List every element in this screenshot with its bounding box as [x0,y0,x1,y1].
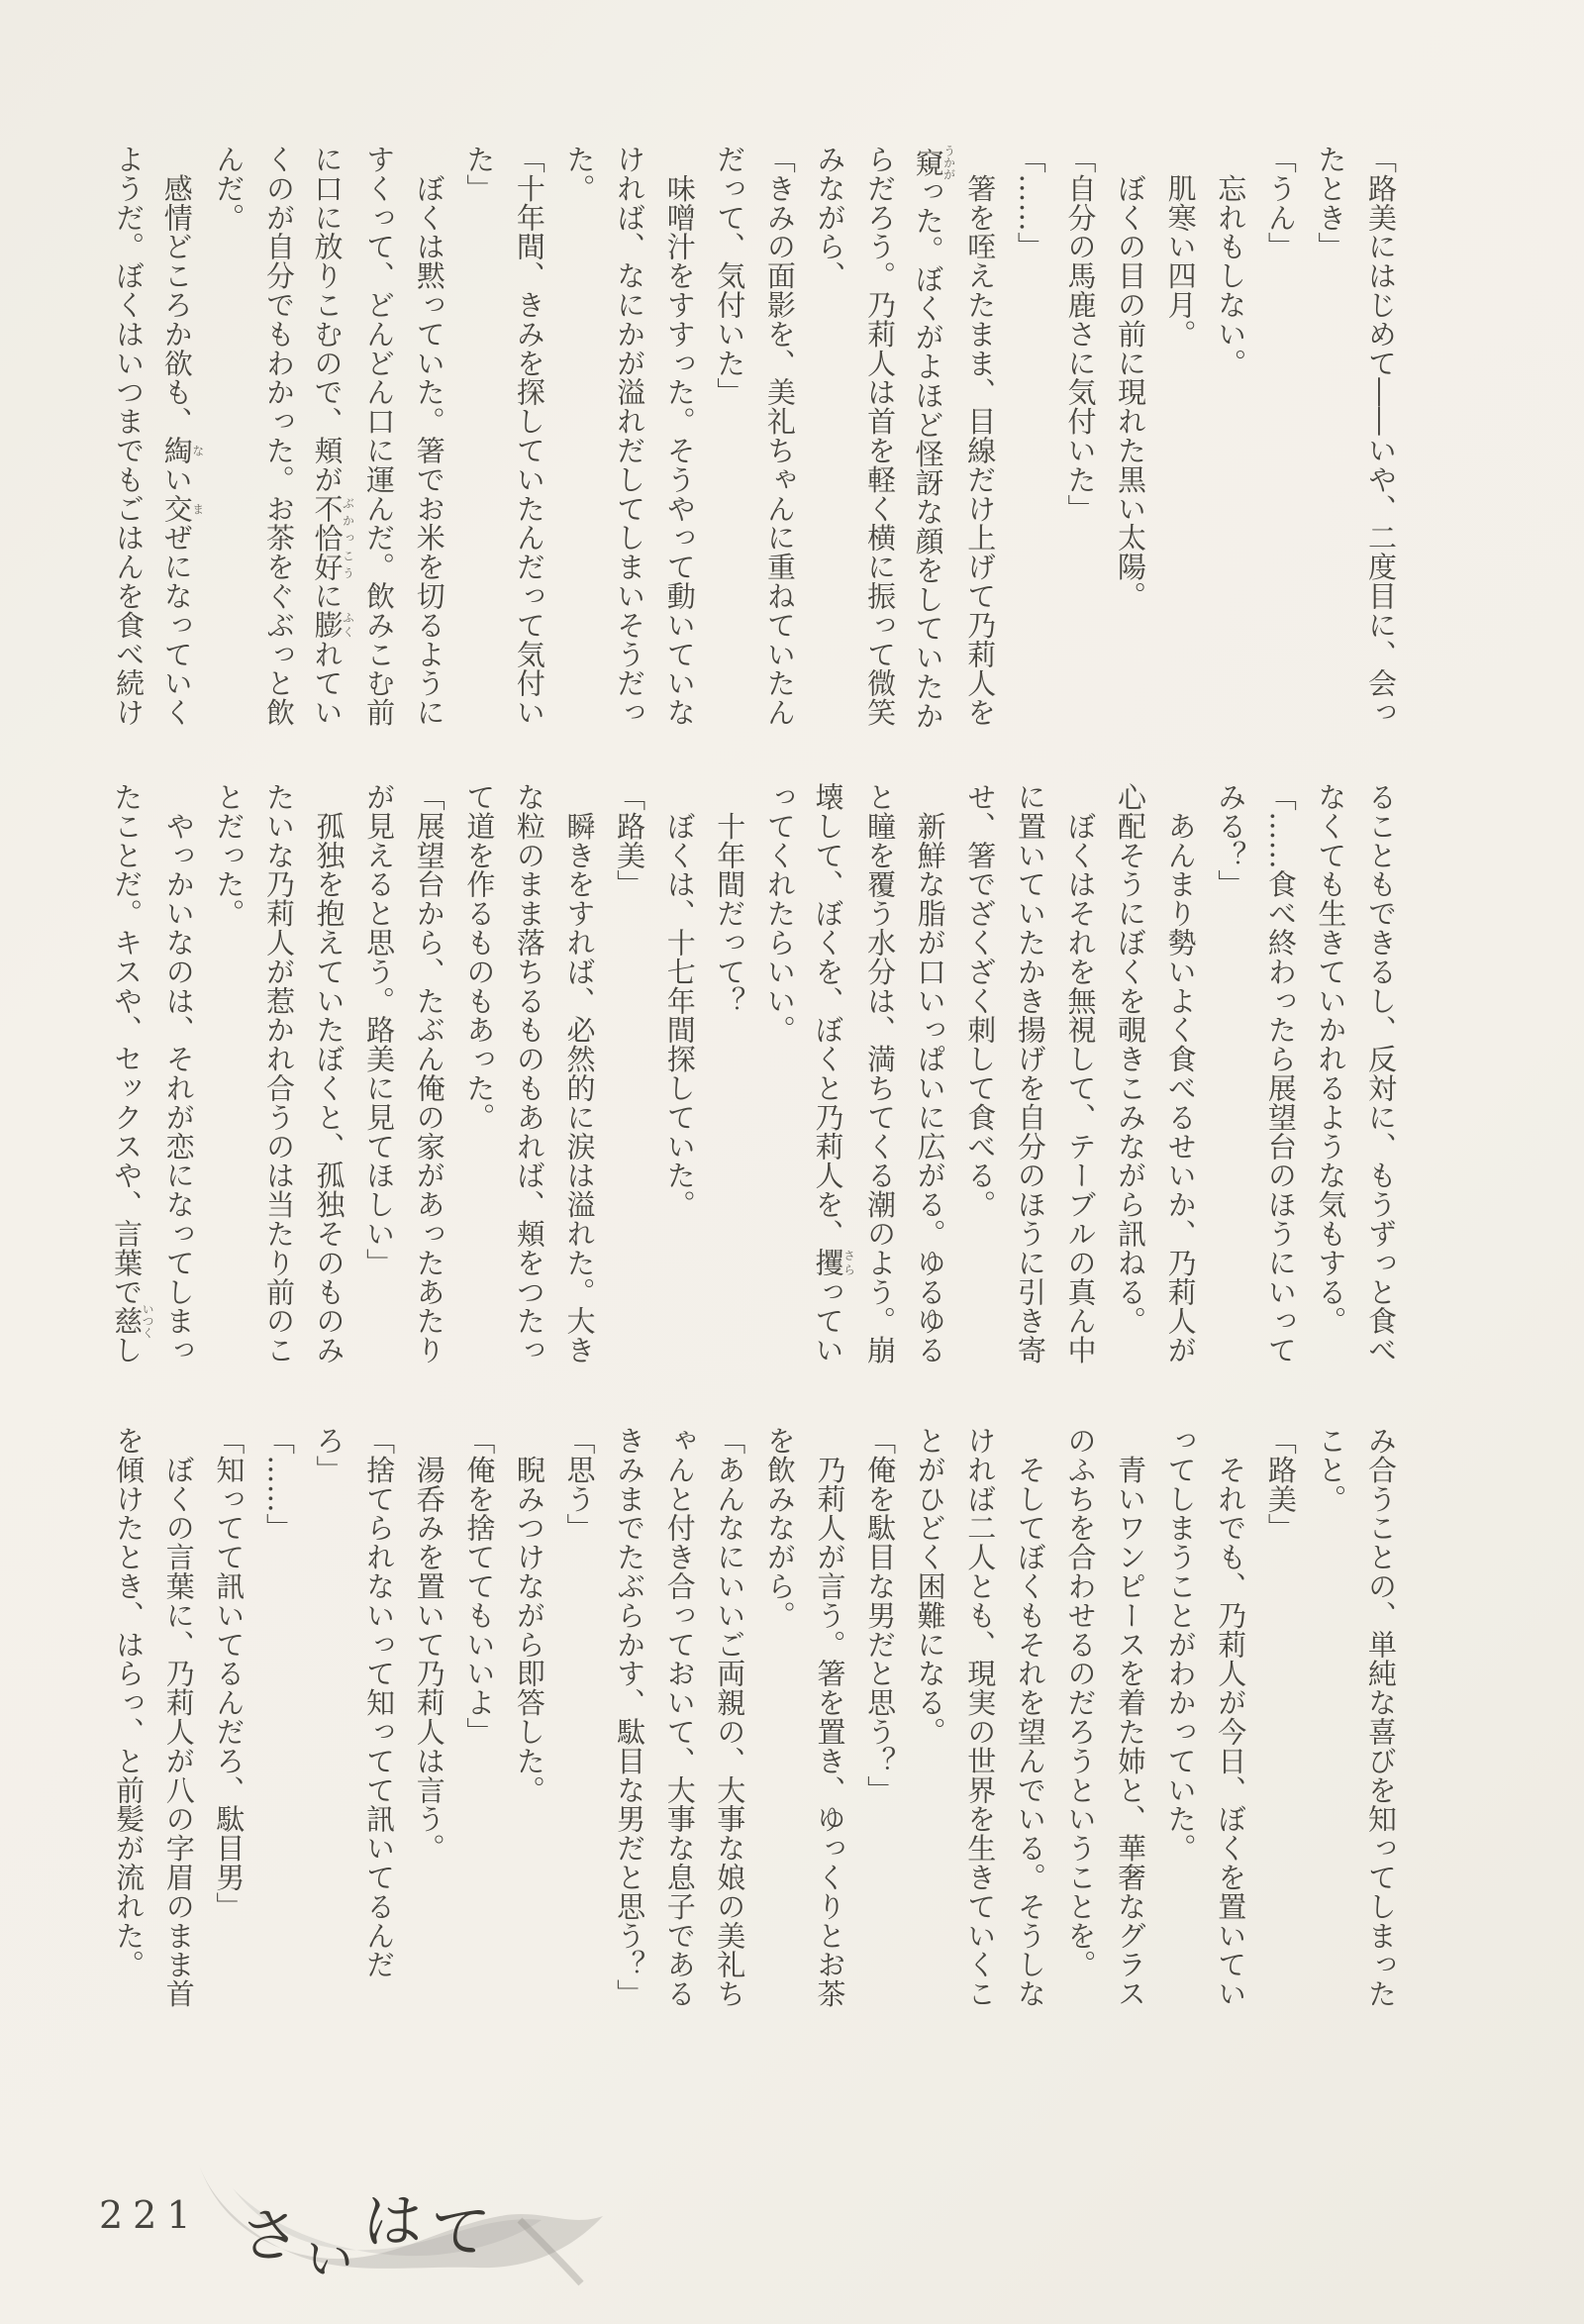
chapter-title: さいはて [239,2187,501,2287]
text-column: ゃんと付き合っておいて、大事な息子である [662,1426,697,2008]
text-column: 「知ってて訊いてるんだろ、駄目男」 [212,1426,247,1921]
text-column: 「俺を捨ててもいいよ」 [462,1426,497,1747]
text-column: 味噌汁をすすった。そうやって動いていな [662,145,697,727]
text-column: 「うん」 [1263,145,1298,261]
text-column: そしてぼくもそれを望んでいる。そうしな [1013,1426,1047,2008]
text-column: 瞬きをすれば、必然的に涙は溢れた。大き [562,782,597,1364]
text-column: たいな乃莉人が惹かれ合うのは当たり前のこ [261,782,296,1364]
text-block-bottom [104,1426,1406,2030]
text-column: みる？」 [1214,782,1248,899]
text-column: 「路美にはじめて――いや、二度目に、会っ [1364,145,1398,727]
text-block-middle [104,782,1406,1386]
text-column: 「あんなにいいご両親の、大事な娘の美礼ち [713,1426,747,2008]
text-column: んだ。 [212,145,247,233]
text-column: 「俺を駄目な男だと思う？」 [863,1426,898,1805]
text-column: みながら、 [813,145,847,290]
text-column: なくても生きていかれるような気もする。 [1314,782,1348,1336]
text-column: 「……」 [261,1426,296,1543]
text-column: ぼくは、十七年間探していた。 [662,782,697,1219]
page-number: 221 [99,2193,201,2237]
text-column: た」 [462,145,497,203]
text-column: 肌寒い四月。 [1163,145,1198,349]
text-column: た。 [562,145,597,203]
text-column: 心配そうにぼくを覗きこみながら訊ねる。 [1114,782,1148,1336]
text-column: とだった。 [212,782,247,928]
text-column: ぼくの目の前に現れた黒い太陽。 [1114,145,1148,611]
text-column: ければ、なにかが溢れだしてしまいそうだっ [613,145,647,727]
text-column: 「展望台から、たぶん俺の家があったあたり [412,782,446,1364]
text-column: とがひどく困難になる。 [913,1426,947,1747]
page-footer [0,2129,693,2324]
text-column: くのが自分でもわかった。お茶をぐぶっと飲 [261,145,296,727]
text-column: て道を作るものもあった。 [462,782,497,1132]
chapter-title-block [193,2139,609,2297]
text-column: 「捨てられないって知ってて訊いてるんだ [362,1426,397,1979]
text-column: 窺うかがった。ぼくがよほど怪訝な顔をしていたか [911,145,956,731]
text-column: 湯呑みを置いて乃莉人は言う。 [412,1426,446,1863]
text-column: ぼくはそれを無視して、テーブルの真ん中 [1063,782,1098,1364]
text-column: 「自分の馬鹿さに気付いた」 [1063,145,1098,524]
text-column: あんまり勢いよく食べるせいか、乃莉人が [1163,782,1198,1364]
text-column: ぼくは黙っていた。箸でお米を切るように [412,145,446,727]
text-column: ければ二人とも、現実の世界を生きていくこ [963,1426,998,2008]
text-column: 新鮮な脂が口いっぱいに広がる。ゆるゆる [913,782,947,1364]
text-column: のふちを合わせるのだろうということを。 [1063,1426,1098,1979]
text-block-top [104,145,1406,749]
text-column: を飲みながら。 [762,1426,797,1630]
text-column: だって、気付いた」 [713,145,747,407]
text-column: 孤独を抱えていたぼくと、孤独そのものみ [312,782,346,1364]
text-column: せ、箸でざくざく刺して食べる。 [963,782,998,1219]
text-column: やっかいなのは、それが恋になってしまっ [161,782,196,1364]
text-column: たとき」 [1314,145,1348,261]
text-column: ようだ。ぼくはいつまでもごはんを食べ続け [112,145,147,727]
text-column: らだろう。乃莉人は首を軽く横に振って微笑 [863,145,898,727]
text-column: 「きみの面影を、美礼ちゃんに重ねていたん [762,145,797,727]
text-column: きみまでたぶらかす、駄目な男だと思う？」 [613,1426,647,2008]
text-column: を傾けたとき、はらっ、と前髪が流れた。 [112,1426,147,1979]
text-column: 青いワンピースを着た姉と、華奢なグラス [1114,1426,1148,2008]
text-column: と瞳を覆う水分は、満ちてくる潮のよう。崩 [863,782,898,1364]
text-column: 「思う」 [562,1426,597,1543]
text-column: 感情どころか欲も、綯ない交まぜになっていく [159,145,205,728]
text-column: 十年間だって？ [713,782,747,1016]
text-column: み合うことの、単純な喜びを知ってしまった [1364,1426,1398,2008]
text-column: 「路美」 [613,782,647,899]
text-column: それでも、乃莉人が今日、ぼくを置いてい [1214,1426,1248,2008]
text-column: に置いていたかき揚げを自分のほうに引き寄 [1013,782,1047,1364]
text-column: ってしまうことがわかっていた。 [1163,1426,1198,1863]
text-column: ることもできるし、反対に、もうずっと食べ [1364,782,1398,1364]
text-column: 「路美」 [1263,1426,1298,1543]
text-column: 「十年間、きみを探していたんだって気付い [512,145,546,727]
text-column: 忘れもしない。 [1214,145,1248,378]
text-column: ろ」 [312,1426,346,1484]
text-column: 箸を咥えたまま、目線だけ上げて乃莉人を [963,145,998,727]
text-column: 「……食べ終わったら展望台のほうにいって [1263,782,1298,1364]
text-column: すくって、どんどん口に運んだ。飲みこむ前 [362,145,397,727]
text-column: ってくれたらいい。 [762,782,797,1045]
text-column: たことだ。キスや、セックスや、言葉で慈いつくし [110,782,155,1365]
text-column: 睨みつけながら即答した。 [512,1426,546,1805]
text-column: 壊して、ぼくを、ぼくと乃莉人を、攫さらってい [811,782,856,1365]
text-column: 乃莉人が言う。箸を置き、ゆっくりとお茶 [813,1426,847,2008]
text-column: が見えると思う。路美に見てほしい」 [362,782,397,1277]
text-column: こと。 [1314,1426,1348,1514]
text-column: ぼくの言葉に、乃莉人が八の字眉のまま首 [161,1426,196,2008]
text-column: な粒のまま落ちるものもあれば、頬をつたっ [512,782,546,1364]
text-column: に口に放りこむので、頬が不恰好ぶかっこうに膨ふくれてい [310,145,355,728]
text-column: 「……」 [1013,145,1047,261]
